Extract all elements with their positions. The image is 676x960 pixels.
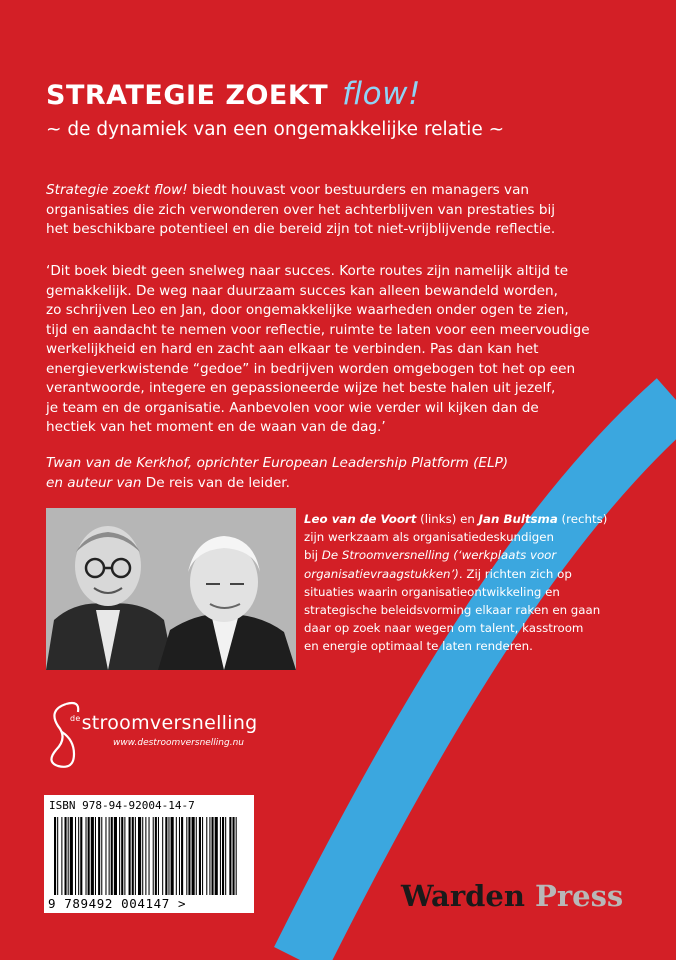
barcode-bar: [179, 817, 180, 895]
barcode-bar: [65, 817, 67, 895]
barcode-bar: [54, 817, 56, 895]
bio-rechts: (rechts): [557, 512, 608, 526]
barcode-bar: [124, 817, 125, 895]
bio-line-1: [304, 510, 607, 528]
barcode-bar: [132, 817, 134, 895]
barcode-bar: [186, 817, 187, 895]
isbn-barcode: [44, 795, 254, 913]
publisher-press: Press: [524, 879, 624, 913]
barcode-bar: [111, 817, 113, 895]
quote-line: ‘Dit boek biedt geen snelweg naar succes. Korte routes zijn namelijk altijd te: [46, 263, 569, 279]
intro-line-1: [46, 181, 555, 201]
barcode-bar: [215, 817, 218, 895]
authors-bio: [304, 510, 607, 656]
isbn-text: ISBN 978-94-92004-14-7: [49, 799, 195, 812]
barcode-bar: [153, 817, 154, 895]
quote-attribution: [46, 454, 508, 493]
bio-line-7: daar op zoek naar wegen om talent, kasstroom: [304, 621, 584, 636]
barcode-bar: [188, 817, 190, 895]
barcode-bar: [155, 817, 157, 895]
barcode-bar: [165, 817, 167, 895]
barcode-bar: [135, 817, 136, 895]
bio-line-8: en energie optimaal te laten renderen.: [304, 639, 533, 654]
book-subtitle: ~ de dynamiek van een ongemakkelijke relatie ~: [46, 119, 505, 140]
barcode-bar: [162, 817, 163, 895]
barcode-bar: [80, 817, 82, 895]
barcode-bar: [233, 817, 235, 895]
quote-line: gemakkelijk. De weg naar duurzaam succes kan alleen bewandeld worden,: [46, 282, 558, 299]
bio-links-en: (links) en: [416, 512, 479, 526]
authors-photo: [46, 508, 296, 670]
authors-photo-illustration: [46, 508, 296, 670]
barcode-bar: [129, 817, 131, 895]
barcode-bar: [61, 817, 62, 895]
quote-line: je team en de organisatie. Aanbevolen voor wie verder wil kijken dan de: [46, 399, 539, 416]
barcode-bar: [168, 817, 169, 895]
barcode-bar: [158, 817, 159, 895]
barcode-bar: [236, 817, 237, 895]
barcode-bar: [229, 817, 231, 895]
bio-line-2: zijn werkzaam als organisatiedeskundigen: [304, 530, 555, 545]
author-name-1: Leo van de Voort: [304, 512, 417, 526]
barcode-bar: [109, 817, 110, 895]
intro-paragraph: [46, 181, 555, 240]
barcode-bar: [114, 817, 117, 895]
bio-line-3-italic: De Stroomversnelling (‘werkplaats voor: [321, 548, 557, 563]
barcode-bar: [57, 817, 58, 895]
attribution-book-title: De reis van de leider.: [141, 474, 290, 491]
barcode-bar: [121, 817, 123, 895]
intro-line-1-rest: biedt houvast voor bestuurders en managers van: [187, 182, 530, 198]
bio-line-4: [304, 565, 607, 583]
barcode-bar: [105, 817, 106, 895]
bio-line-6: strategische beleidsvorming elkaar raken en gaan: [304, 603, 601, 618]
barcode-bar: [138, 817, 141, 895]
review-quote: [46, 262, 590, 438]
quote-line: zo schrijven Leo en Jan, door ongemakkelijke waarheden onder ogen te zien,: [46, 302, 569, 318]
barcode-bar: [75, 817, 76, 895]
barcode-bar: [225, 817, 226, 895]
barcode-bar: [88, 817, 90, 895]
logo-wordmark: [70, 712, 258, 734]
title-flow-accent: flow!: [342, 76, 421, 112]
barcode-bar: [206, 817, 207, 895]
barcode-bars: [50, 817, 242, 895]
barcode-bar: [91, 817, 94, 895]
barcode-bar: [199, 817, 201, 895]
barcode-bar: [222, 817, 224, 895]
bio-line-3: [304, 546, 607, 564]
barcode-bar: [86, 817, 87, 895]
bio-line-3-prefix: bij: [304, 548, 322, 563]
intro-lead: Strategie zoekt flow!: [46, 182, 188, 198]
barcode-digits: 9 789492 004147 >: [48, 896, 187, 911]
book-title: [46, 76, 421, 112]
quote-line: energieverkwistende “gedoe” in bedrijven worden omgebogen tot het op een: [46, 360, 576, 377]
author-name-2: Jan Bultsma: [478, 512, 558, 526]
barcode-bar: [95, 817, 96, 895]
barcode-bar: [70, 817, 73, 895]
barcode-bar: [202, 817, 203, 895]
attribution-line-2: [46, 474, 508, 494]
publisher-warden: Warden: [401, 879, 525, 913]
barcode-bar: [176, 817, 177, 895]
barcode-bar: [192, 817, 195, 895]
quote-line: tijd en aandacht te nemen voor reflectie, ruimte te laten voor een meervoudige: [46, 321, 590, 338]
barcode-bar: [181, 817, 183, 895]
quote-line: werkelijkheid en hard en zacht aan elkaar te verbinden. Pas dan kan het: [46, 341, 539, 357]
logo-name: stroomversnelling: [81, 712, 258, 734]
barcode-bar: [145, 817, 146, 895]
barcode-bar: [196, 817, 197, 895]
barcode-bar: [119, 817, 120, 895]
quote-line: verantwoorde, integere en gepassioneerde wijze het beste halen uit jezelf,: [46, 380, 556, 396]
bio-line-4-rest: . Zij richten zich op: [458, 566, 572, 581]
barcode-bar: [98, 817, 100, 895]
barcode-bar: [142, 817, 143, 895]
barcode-bar: [101, 817, 102, 895]
bio-line-4-italic: organisatievraagstukken’): [304, 566, 459, 581]
publisher-logo: [401, 879, 623, 913]
barcode-bar: [68, 817, 69, 895]
bio-line-5: situaties waarin organisatieontwikkeling en: [304, 584, 560, 599]
barcode-bar: [78, 817, 79, 895]
title-main: STRATEGIE ZOEKT: [46, 80, 329, 111]
logo-url: www.destroomversnelling.nu: [113, 738, 244, 748]
stroomversnelling-logo-icon: [44, 700, 284, 770]
barcode-bar: [212, 817, 214, 895]
attribution-line-1: Twan van de Kerkhof, oprichter European Leadership Platform (ELP): [46, 455, 509, 471]
intro-line-3: het beschikbare potentieel en die bereid zijn tot niet-vrijblijvende reflectie.: [46, 221, 556, 237]
intro-line-2: organisaties die zich verwonderen over het achterblijven van prestaties bij: [46, 201, 556, 218]
logo-prefix: de: [70, 714, 81, 723]
attribution-line-2-italic: en auteur van: [46, 474, 142, 491]
quote-line: hectiek van het moment en de waan van de dag.’: [46, 419, 386, 435]
barcode-bar: [171, 817, 174, 895]
barcode-bar: [149, 817, 150, 895]
barcode-bar: [209, 817, 210, 895]
barcode-bar: [220, 817, 221, 895]
